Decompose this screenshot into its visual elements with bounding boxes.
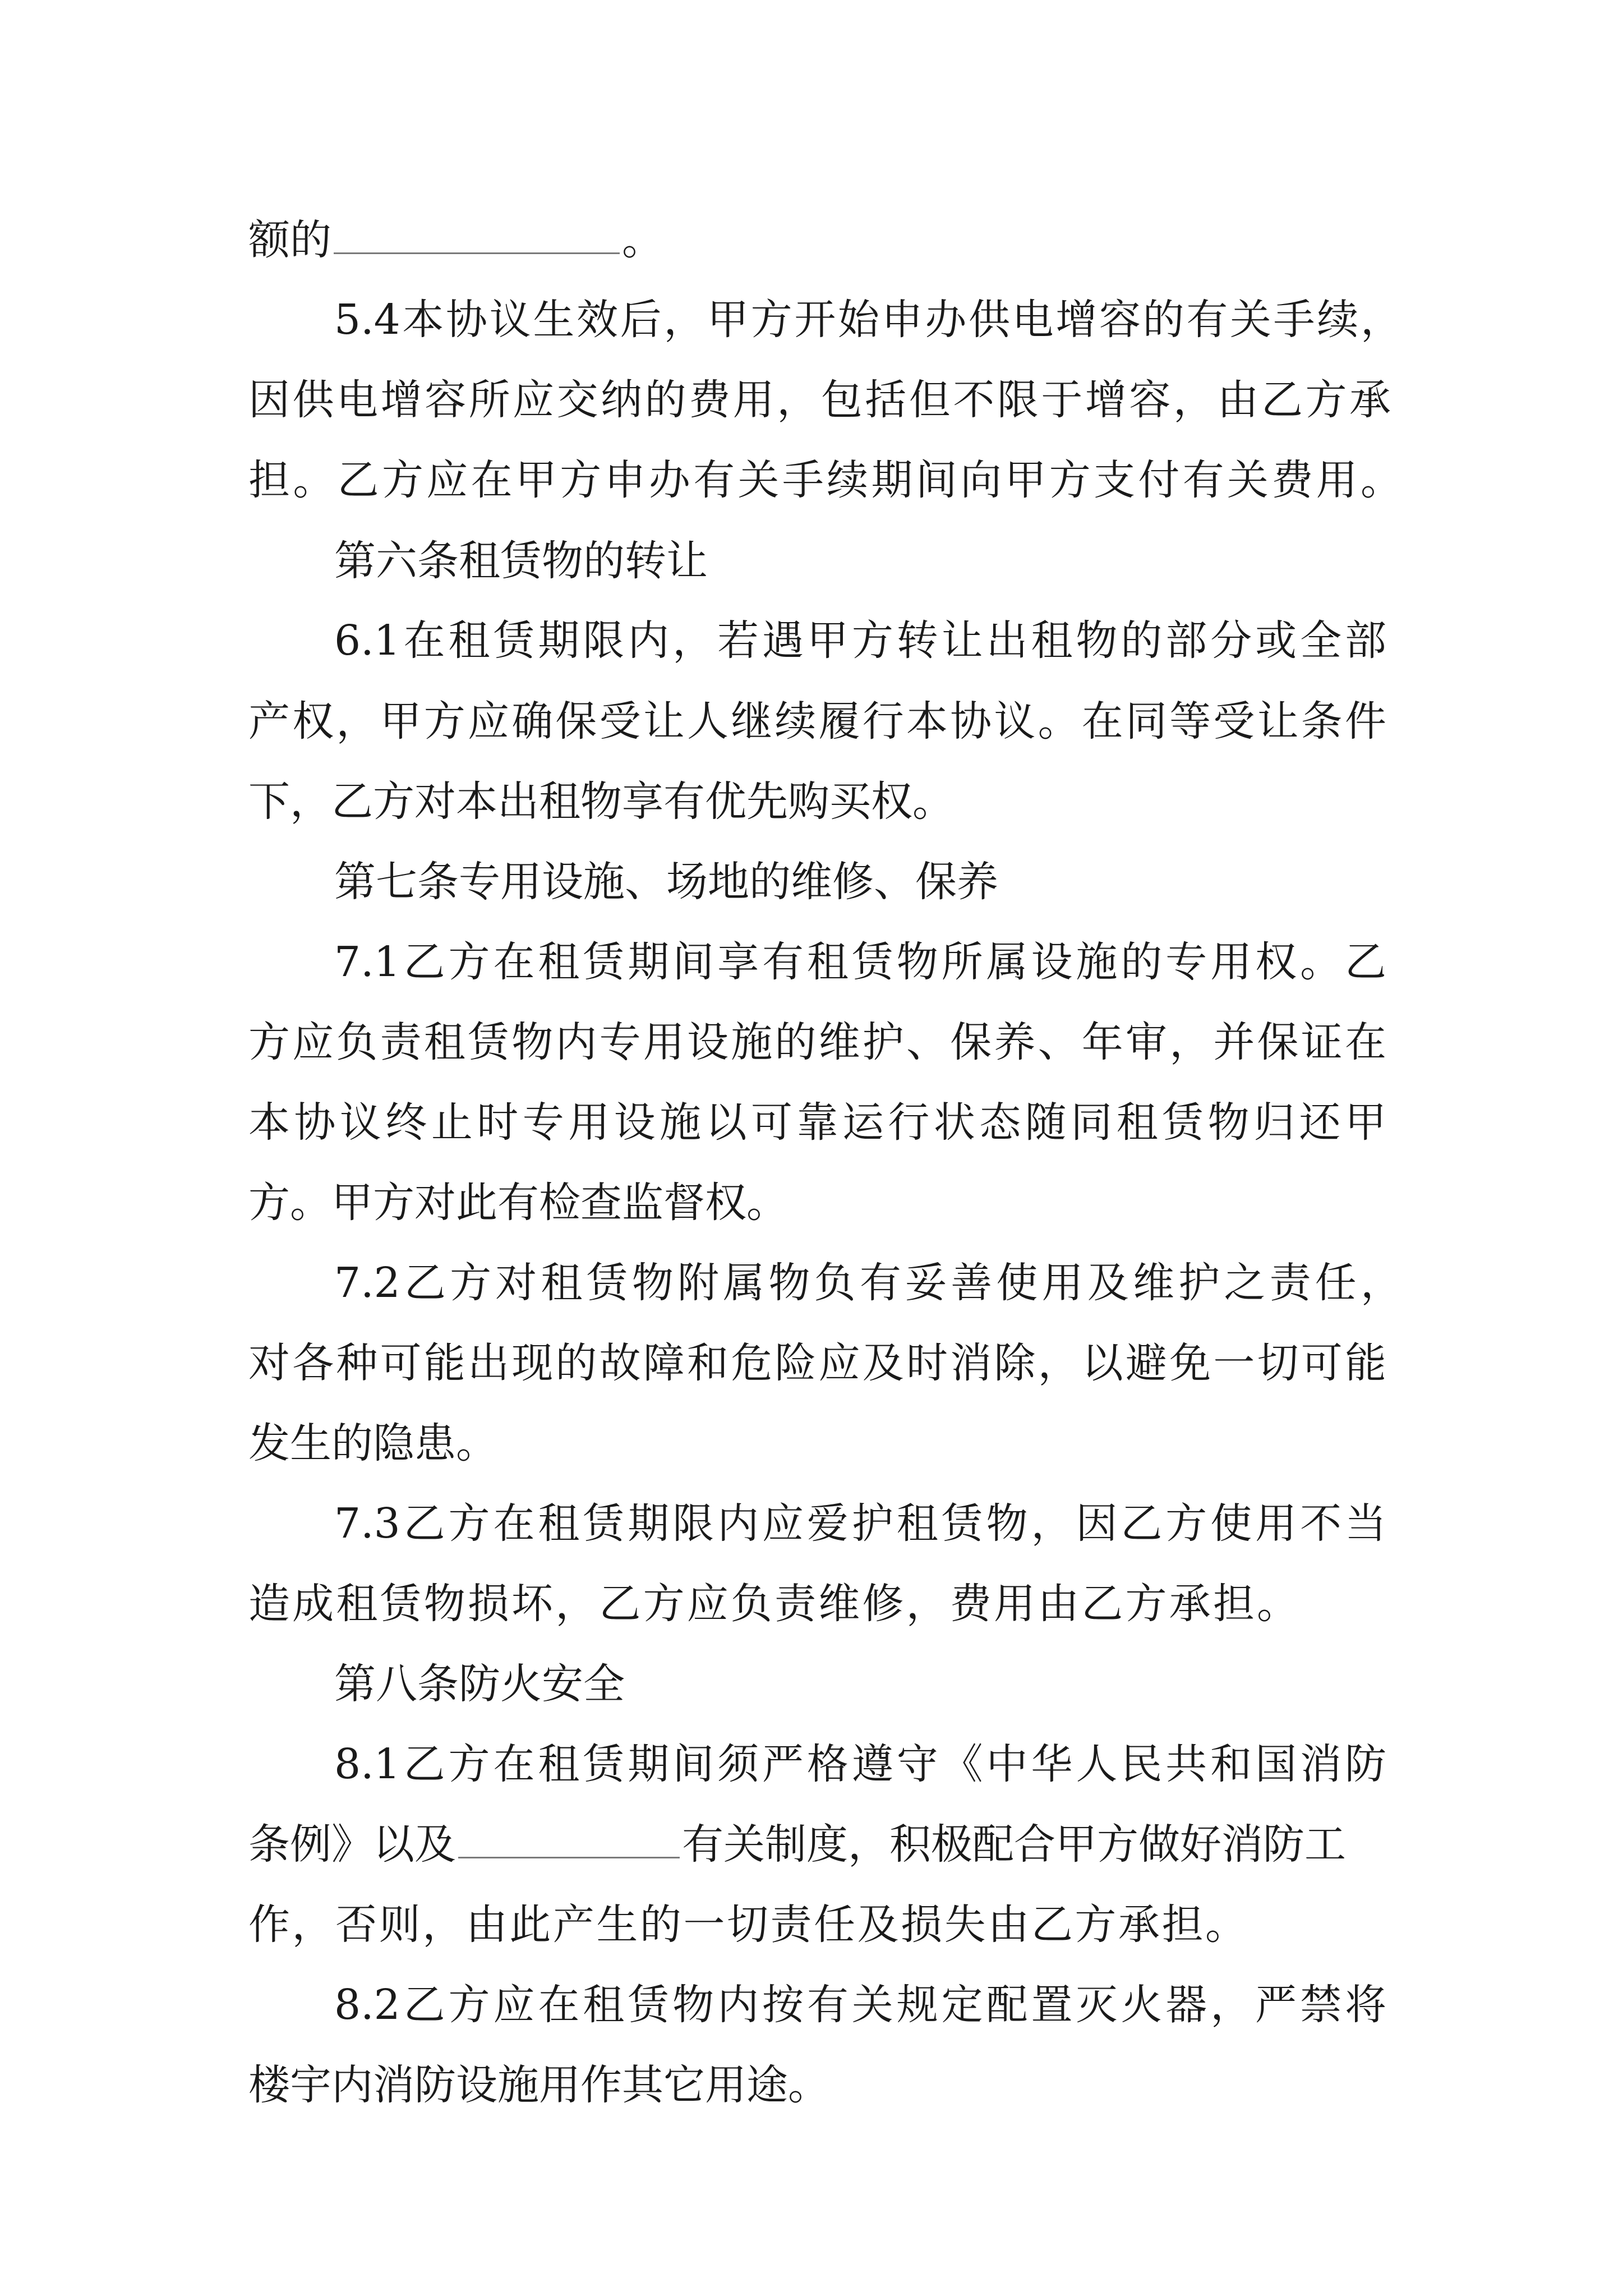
text-line bbox=[0, 1094, 1623, 1151]
line-text: 第七条专用设施、场地的维修、保养 bbox=[334, 858, 998, 906]
text-line bbox=[0, 1736, 1623, 1792]
line-text: 下，乙方对本出租物享有优先购买权。 bbox=[248, 777, 954, 826]
text-line bbox=[0, 1977, 1623, 2033]
line-text: 7.1乙方在租赁期间享有租赁物所属设施的专用权。乙 bbox=[334, 938, 1386, 986]
section-heading bbox=[0, 533, 1623, 589]
line-text: 本协议终止时专用设施以可靠运行状态随同租赁物归还甲 bbox=[248, 1098, 1386, 1147]
section-heading bbox=[0, 854, 1623, 910]
text-fragment bbox=[248, 1816, 1346, 1872]
text-line bbox=[0, 212, 1623, 268]
text-line bbox=[0, 1496, 1623, 1552]
text-line bbox=[0, 1897, 1623, 1953]
text-line bbox=[0, 1014, 1623, 1070]
fill-in-blank bbox=[334, 219, 620, 254]
text-line bbox=[0, 1415, 1623, 1471]
text-line bbox=[0, 1335, 1623, 1391]
line-text: 8.2乙方应在租赁物内按有关规定配置灭火器，严禁将 bbox=[334, 1981, 1386, 2029]
line-text: 作，否则，由此产生的一切责任及损失由乙方承担。 bbox=[248, 1901, 1247, 1949]
line-text: 造成租赁物损坏，乙方应负责维修，费用由乙方承担。 bbox=[248, 1580, 1298, 1628]
line-text: 担。乙方应在甲方申办有关手续期间向甲方支付有关费用。 bbox=[248, 456, 1402, 504]
line-text: 因供电增容所应交纳的费用，包括但不限于增容，由乙方承 bbox=[248, 376, 1391, 424]
line-text: 5.4本协议生效后，甲方开始申办供电增容的有关手续， bbox=[334, 296, 1402, 344]
line-text: 第八条防火安全 bbox=[334, 1660, 625, 1708]
line-text: 7.2乙方对租赁物附属物负有妥善使用及维护之责任， bbox=[334, 1259, 1402, 1307]
fill-in-blank bbox=[458, 1823, 680, 1858]
line-text: 。 bbox=[622, 216, 663, 264]
line-text: 第六条租赁物的转让 bbox=[334, 537, 708, 585]
line-text: 方。甲方对此有检查监督权。 bbox=[248, 1179, 788, 1227]
line-text: 8.1乙方在租赁期间须严格遵守《中华人民共和国消防 bbox=[334, 1740, 1386, 1788]
text-fragment bbox=[248, 212, 663, 268]
text-line bbox=[0, 1175, 1623, 1231]
text-line bbox=[0, 292, 1623, 348]
text-line bbox=[0, 693, 1623, 749]
line-text: 发生的隐患。 bbox=[248, 1419, 497, 1467]
line-text: 条例》以及 bbox=[248, 1820, 456, 1869]
line-text: 7.3乙方在租赁期限内应爱护租赁物，因乙方使用不当 bbox=[334, 1499, 1386, 1548]
text-line bbox=[0, 1255, 1623, 1311]
text-line bbox=[0, 452, 1623, 508]
text-line bbox=[0, 1576, 1623, 1632]
text-line bbox=[0, 774, 1623, 830]
line-text: 产权，甲方应确保受让人继续履行本协议。在同等受让条件 bbox=[248, 697, 1386, 746]
section-heading bbox=[0, 1656, 1623, 1712]
line-text: 6.1在租赁期限内，若遇甲方转让出租物的部分或全部 bbox=[334, 616, 1386, 665]
text-line bbox=[0, 372, 1623, 428]
line-text: 额的 bbox=[248, 216, 331, 264]
text-line bbox=[0, 1816, 1623, 1872]
line-text: 楼宇内消防设施用作其它用途。 bbox=[248, 2061, 829, 2109]
text-line bbox=[0, 934, 1623, 990]
line-text: 对各种可能出现的故障和危险应及时消除，以避免一切可能 bbox=[248, 1339, 1386, 1387]
text-line bbox=[0, 613, 1623, 669]
line-text: 方应负责租赁物内专用设施的维护、保养、年审，并保证在 bbox=[248, 1018, 1386, 1066]
line-text: 有关制度，积极配合甲方做好消防工 bbox=[682, 1820, 1346, 1869]
text-line bbox=[0, 2057, 1623, 2113]
